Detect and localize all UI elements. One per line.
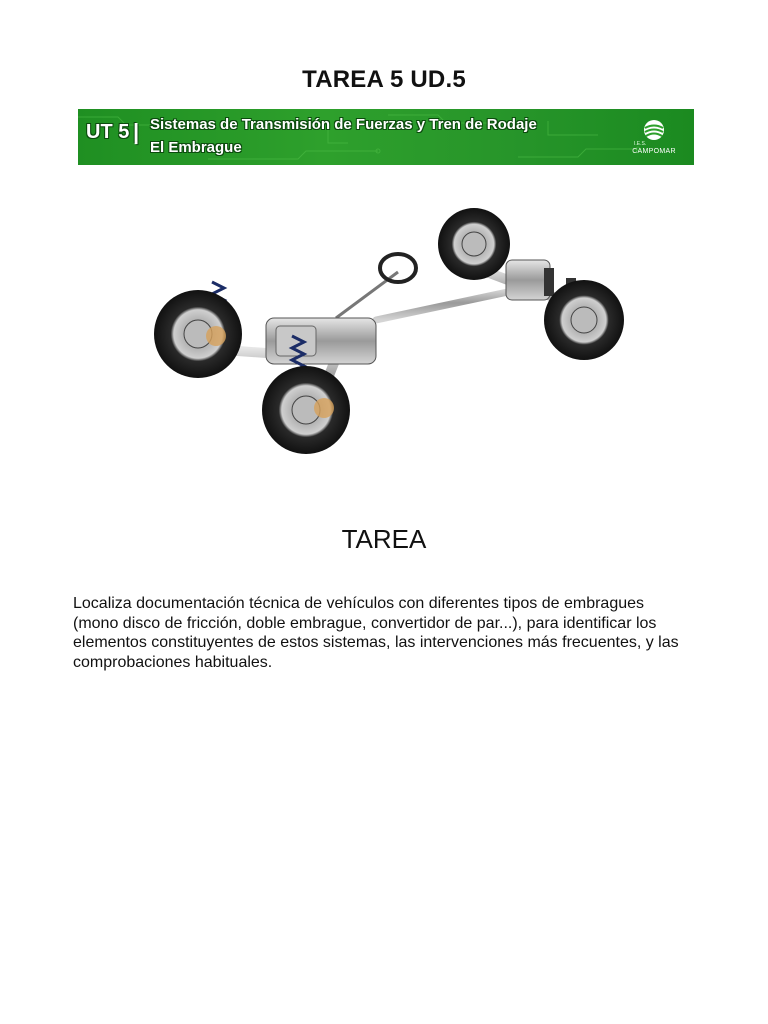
section-title: TAREA <box>341 524 427 554</box>
unit-banner <box>78 109 694 165</box>
banner-topic-title: El Embrague <box>150 139 242 156</box>
chassis-illustration <box>136 198 630 466</box>
logo-name-text: CAMPOMAR <box>632 148 676 155</box>
logo-globe-icon <box>630 119 678 143</box>
banner-subject-title: Sistemas de Transmisión de Fuerzas y Tren de Rodaje <box>150 116 537 133</box>
task-description: Localiza documentación técnica de vehículos con diferentes tipos de embragues (mono disco de fricción, doble embrague, convertidor de par...), para identificar los elementos constituyentes de estos sistemas, las intervenciones más frecuentes, y las comprobaciones habituales. <box>73 595 679 671</box>
banner-unit-label: UT 5 <box>86 121 130 143</box>
campomar-logo <box>630 119 678 159</box>
document-title: TAREA 5 UD.5 <box>302 66 466 93</box>
car-chassis-drivetrain-illustration-icon <box>136 198 630 466</box>
logo-small-text: I.E.S. <box>634 141 647 147</box>
banner-separator: | <box>133 119 140 144</box>
